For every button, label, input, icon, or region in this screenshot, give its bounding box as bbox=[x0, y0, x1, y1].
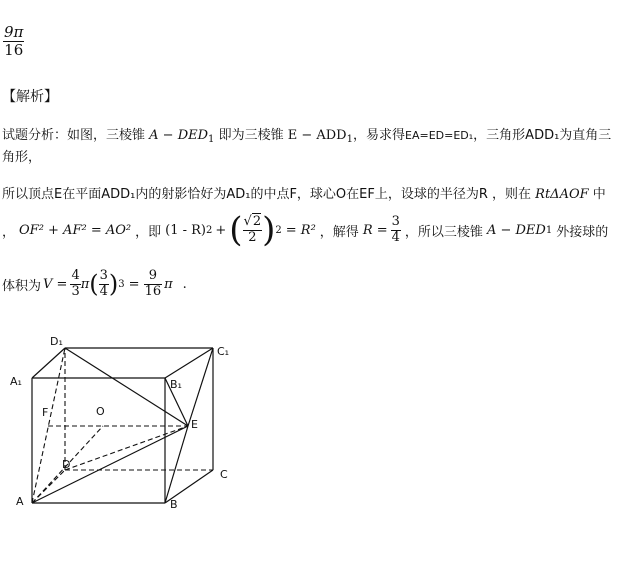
analysis-line-3: ， OF² + AF² = AO² ，即 (1 - R) 2 + ( $\frac{√2}{2}$ ) 2 = R² ，解得 R = $\frac{3}{4}$ ，所以三棱锥 A − DED 1 外接球的 bbox=[2, 210, 609, 250]
line3-pyramid: A − DED bbox=[486, 222, 546, 238]
edge-B1-C1 bbox=[165, 348, 213, 378]
line1-pyramid-1-sub: 1 bbox=[208, 134, 215, 145]
cube-figure bbox=[0, 330, 300, 562]
answer-fraction bbox=[3, 24, 24, 58]
label-A: A bbox=[16, 495, 24, 508]
line1-mid2: ，易求得 bbox=[352, 128, 405, 143]
line1-prefix: 试题分析：如图，三棱锥 bbox=[2, 128, 146, 143]
line4-pi: π bbox=[80, 276, 90, 292]
line4-coef-num: 4 bbox=[71, 268, 80, 284]
label-E: E bbox=[191, 418, 198, 431]
line4-lead: 体积为 bbox=[2, 278, 42, 294]
label-B1: B₁ bbox=[170, 378, 182, 391]
line3-r-fraction bbox=[391, 215, 401, 245]
line1-pyramid-2: E − ADD bbox=[287, 128, 347, 143]
line3-den2: 2 bbox=[248, 229, 257, 245]
line3-solve: ，解得 bbox=[319, 224, 359, 240]
line4-v-eq: V = bbox=[43, 276, 68, 292]
line4-inner-fraction bbox=[99, 269, 109, 299]
analysis-line-1-cont: 角形， bbox=[2, 150, 42, 165]
label-F: F bbox=[42, 406, 49, 419]
line3-so: ，所以三棱锥 bbox=[404, 224, 483, 240]
label-C: C bbox=[220, 468, 228, 481]
line4-end: . bbox=[182, 276, 187, 292]
line1-suffix: ，三角形ADD₁为直角三 bbox=[473, 128, 612, 143]
line2-tail: 中 bbox=[592, 187, 606, 202]
line1-mid: 即为三棱锥 bbox=[218, 128, 284, 143]
edge-A-D bbox=[32, 470, 65, 503]
line2-triangle: RtΔAOF bbox=[535, 187, 589, 202]
line4-res-num: 9 bbox=[148, 268, 157, 284]
section-label: 【解析】 bbox=[2, 89, 58, 105]
analysis-line-2 bbox=[2, 183, 606, 202]
line4-result-fraction bbox=[144, 269, 163, 299]
line3-r-num: 3 bbox=[391, 214, 400, 230]
line3-eq1: OF² + AF² = AO² bbox=[19, 222, 132, 238]
label-B: B bbox=[170, 498, 178, 511]
line1-pyramid-1: A − DED bbox=[149, 128, 209, 143]
line3-ji: ，即 bbox=[135, 224, 162, 240]
analysis-line-4: 体积为 V = $\frac{4}{3}$ π ( $\frac{3}{4}$ ) 3 = $\frac{9}{16}$ π . bbox=[2, 268, 187, 299]
line3-one-minus-r: (1 - R) bbox=[165, 222, 206, 238]
edge-C1-E bbox=[188, 348, 213, 426]
line1-eq-small: EA=ED=ED₁ bbox=[405, 129, 474, 142]
label-C1: C₁ bbox=[217, 345, 230, 358]
label-D1: D₁ bbox=[50, 335, 63, 348]
line4-res-den: 16 bbox=[144, 283, 162, 299]
line4-coef-fraction bbox=[70, 269, 80, 299]
line4-coef-den: 3 bbox=[71, 283, 80, 299]
line3-eq-r2: = R² bbox=[285, 222, 316, 238]
line3-plus: + bbox=[215, 222, 227, 238]
line3-pyramid-sub: 1 bbox=[545, 224, 553, 236]
line3-sqrt-arg: 2 bbox=[252, 214, 262, 230]
line3-r-eq: R = bbox=[362, 222, 388, 238]
edge-E-B bbox=[165, 426, 188, 503]
line4-res-pi: π bbox=[164, 276, 173, 292]
label-D: D bbox=[62, 458, 71, 471]
line4-eq: = bbox=[128, 276, 140, 292]
line2-text: 所以顶点E在平面ADD₁内的射影恰好为AD₁的中点F，球心O在EF上，设球的半径为R ，则在 bbox=[2, 187, 532, 202]
label-A1: A₁ bbox=[10, 375, 22, 388]
line1-pyramid-2-sub: 1 bbox=[346, 134, 353, 145]
line4-inner-num: 3 bbox=[99, 268, 108, 284]
line3-sqrt-fraction: $\frac{√2}{2}$ bbox=[243, 214, 262, 245]
label-O: O bbox=[96, 405, 105, 418]
line4-inner-den: 4 bbox=[99, 283, 108, 299]
line3-r-den: 4 bbox=[391, 229, 400, 245]
answer-numerator: 9π bbox=[4, 23, 24, 41]
line3-lead: ， bbox=[2, 224, 16, 240]
line3-tail: 外接球的 bbox=[556, 224, 609, 240]
analysis-line-1 bbox=[2, 126, 611, 150]
line4-cube: 3 bbox=[118, 278, 125, 290]
answer-denominator: 16 bbox=[4, 40, 24, 59]
